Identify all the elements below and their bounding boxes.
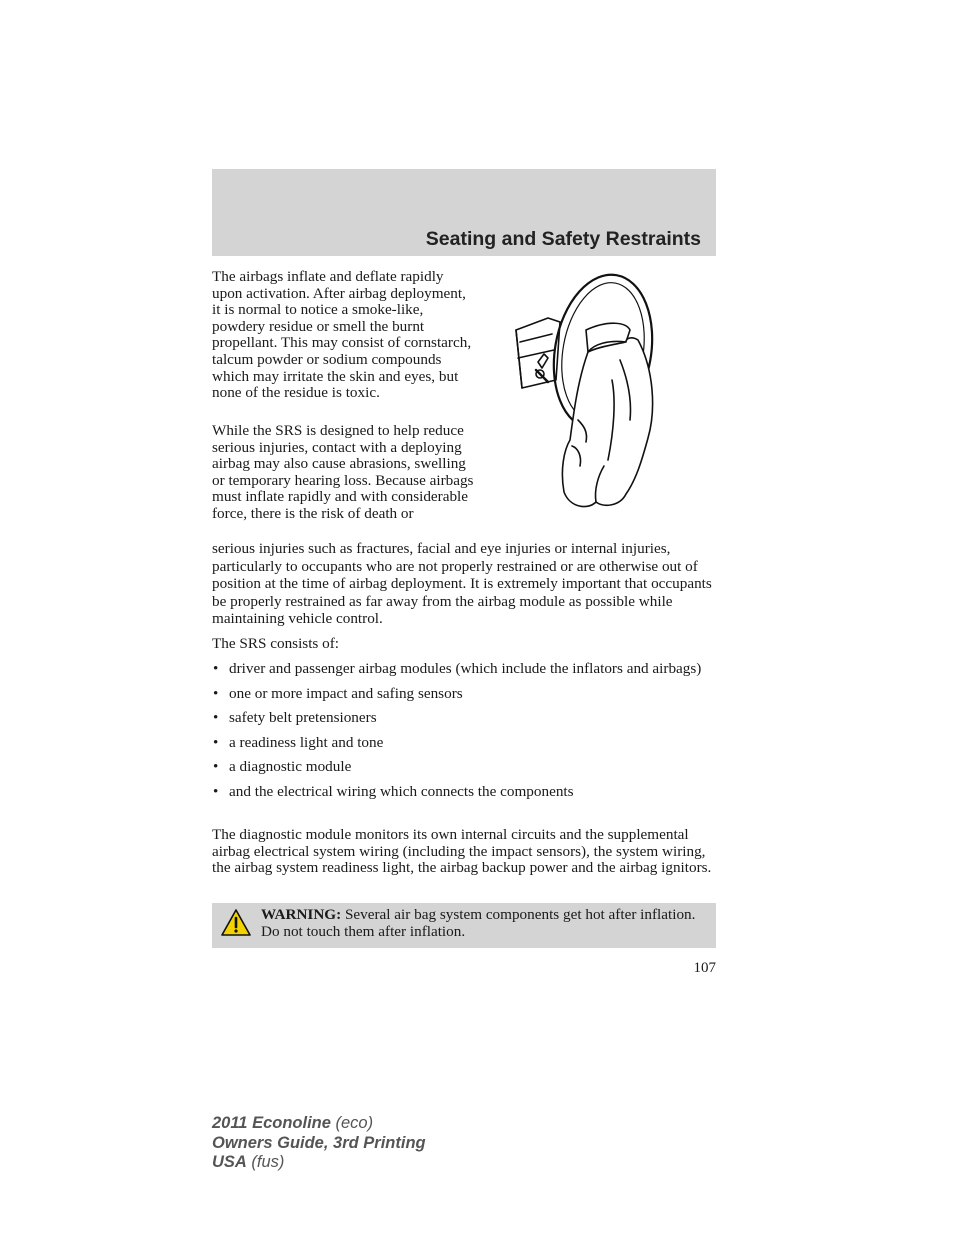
section-title: Seating and Safety Restraints [425, 228, 701, 250]
srs-intro: The SRS consists of: [212, 635, 339, 652]
page-number: 107 [693, 960, 716, 976]
paragraph-srs-injuries-start: While the SRS is designed to help reduce serious injuries, contact with a deploying airbag may also cause abrasions, swelling or temporary hearing loss. Because airbags must inflate rapidly and with considerable force, there is the risk of death or [212, 422, 474, 522]
list-item: • driver and passenger airbag modules (which include the inflators and airbags) [212, 661, 716, 678]
list-item: • and the electrical wiring which connects the components [212, 784, 716, 801]
airbag-deployment-illustration [508, 270, 660, 518]
warning-text: Several air bag system components get hot after inflation. Do not touch them after inflation. [261, 906, 696, 940]
footer-line-model: 2011 Econoline (eco) [212, 1114, 374, 1132]
section-header [212, 169, 716, 256]
list-item: • a readiness light and tone [212, 735, 716, 752]
warning-label: WARNING: [261, 906, 342, 923]
paragraph-diagnostic-module: The diagnostic module monitors its own internal circuits and the supplemental airbag electrical system wiring (including the impact sensors), the system wiring, the airbag system readiness light, the airbag backup power and the airbag ignitors. [212, 826, 712, 877]
list-item: • one or more impact and safing sensors [212, 686, 716, 703]
footer [212, 1114, 426, 1173]
paragraph-airbag-residue: The airbags inflate and deflate rapidly upon activation. After airbag deployment, it is normal to notice a smoke-like, powdery residue or smell the burnt propellant. This may consist of cornstarch, talcum powder or sodium compounds which may irritate the skin and eyes, but none of the residue is toxic. [212, 268, 472, 402]
paragraph-srs-injuries-cont: serious injuries such as fractures, facial and eye injuries or internal injuries, particularly to occupants who are not properly restrained or are otherwise out of position at the time of airbag deployment. It is extremely important that occupants be properly restrained as far away from the airbag module as possible while maintaining vehicle control. [212, 540, 712, 628]
warning-box [212, 903, 716, 948]
warning-message [261, 907, 706, 940]
footer-line-guide: Owners Guide, 3rd Printing [212, 1133, 426, 1152]
footer-line-region: USA (fus) [212, 1153, 285, 1171]
list-item: • a diagnostic module [212, 759, 716, 776]
list-item: • safety belt pretensioners [212, 710, 716, 727]
warning-triangle-icon [220, 908, 252, 937]
srs-components-list [212, 661, 716, 809]
